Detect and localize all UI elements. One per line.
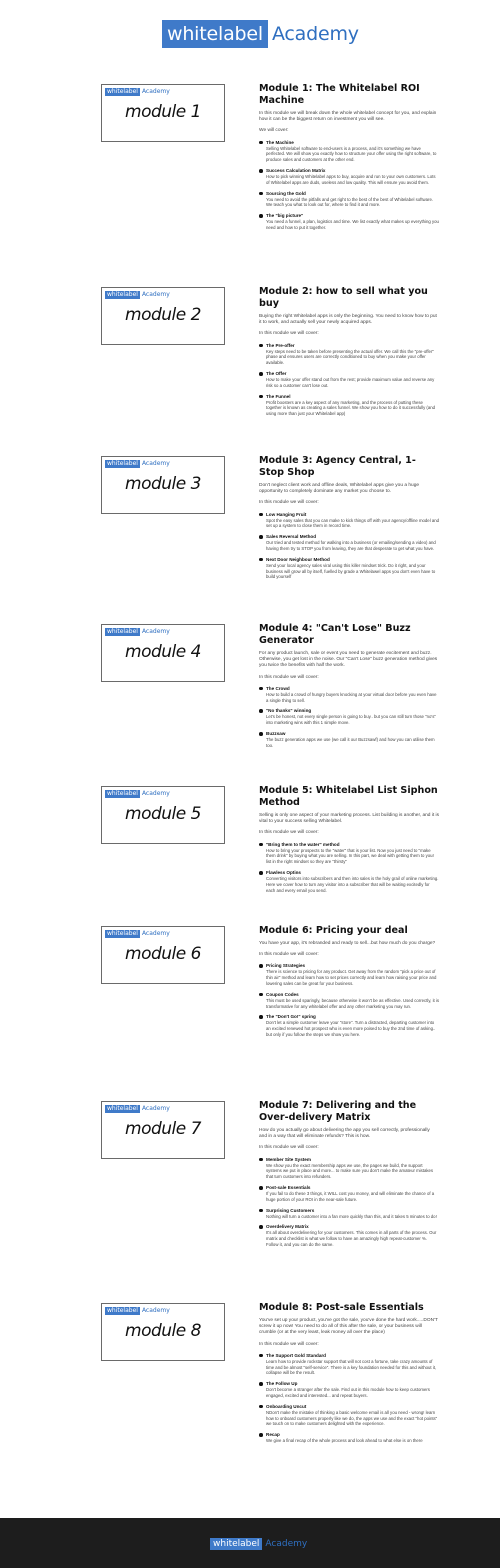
list-item bbox=[259, 708, 439, 726]
list-item bbox=[259, 168, 439, 186]
topic-description: It's all about overdelivering for your customers. This comes in all parts of the process. Our matrix and checklist is what we follow to have an amazingly high repeat-customer %. Follow it, and you can do the same. bbox=[266, 1230, 437, 1247]
bullet-icon bbox=[259, 843, 263, 847]
topic-description: Send your local agency sales viral using this killer mindset trick. Do it right, and your business will grow all by itself, fuelled by grade a Whitelawel apps you don't even have to build yourself bbox=[266, 562, 436, 580]
bullet-icon bbox=[259, 372, 263, 376]
thumbnail-logo-part1: whitelabel bbox=[107, 291, 138, 298]
topic-title: The Support Gold Standard bbox=[266, 1352, 326, 1358]
bullet-icon bbox=[259, 1225, 263, 1229]
topic-title: Success Calculation Matrix bbox=[266, 168, 326, 173]
thumbnail-logo-part1: whitelabel bbox=[107, 1105, 138, 1112]
bullet-icon bbox=[259, 1015, 263, 1019]
module-content bbox=[259, 1302, 439, 1449]
list-item bbox=[259, 534, 439, 552]
list-item bbox=[259, 557, 439, 580]
thumbnail-logo-part2: Academy bbox=[141, 930, 170, 937]
thumbnail-logo bbox=[105, 790, 170, 798]
thumbnail-title: module 5 bbox=[125, 804, 201, 824]
thumbnail-logo bbox=[105, 930, 170, 938]
module-content bbox=[259, 1100, 439, 1253]
thumbnail-logo-part1: whitelabel bbox=[107, 930, 138, 937]
bullet-icon bbox=[259, 1158, 263, 1162]
thumbnail-title: module 2 bbox=[125, 305, 201, 325]
topic-title: Sourcing the Gold bbox=[266, 190, 306, 196]
topic-description: Spot the easy sales that you can make to kick things off with your agency/offline model and set up a system to close them in record time. bbox=[266, 517, 440, 529]
module-content bbox=[259, 785, 439, 898]
bullet-icon bbox=[259, 964, 263, 968]
footer-logo-part2: Academy bbox=[265, 1539, 308, 1549]
bullet-icon bbox=[259, 1186, 263, 1190]
topic-description: NDon't make the mistake of thinking a basic welcome email is all you need - wrong! learn how to onboard customers properly like we do, the apps we use and the exact "hot points" we touch on to make customers delighted with the experience. bbox=[266, 1409, 438, 1427]
thumbnail-logo bbox=[105, 1307, 170, 1315]
list-item bbox=[259, 731, 439, 749]
module-intro: In this module we will break down the whole whitelabel concept for you, and explain how it can be the biggest return on investment you will see. bbox=[259, 111, 437, 123]
bullet-icon bbox=[259, 732, 263, 736]
module-thumbnail bbox=[101, 624, 225, 682]
topic-description: Converting visitors into subscribers and then into sales is the holy grail of online marketing. Here we cover how to turn any visitor into a subscriber that will be waiting excitedly for each and every email you send. bbox=[266, 876, 439, 893]
bullet-icon bbox=[259, 169, 263, 173]
bullet-icon bbox=[259, 558, 263, 562]
topic-title: "Bring them to the water" method bbox=[266, 841, 340, 847]
thumbnail-title: module 1 bbox=[125, 102, 201, 122]
module-topic-list bbox=[259, 1353, 439, 1444]
bullet-icon bbox=[259, 1354, 263, 1358]
thumbnail-title: module 3 bbox=[125, 474, 201, 494]
thumbnail-logo bbox=[105, 291, 170, 299]
module-intro: Buying the right Whitelabel apps is only the beginning. You need to know how to put it to work, and actually sell your newly acquired apps. bbox=[259, 314, 437, 326]
topic-description: You need a funnel, a plan, logistics and time. We list exactly what makes up everything you need and how to put it together. bbox=[266, 219, 439, 230]
module-topic-list bbox=[259, 686, 439, 749]
module-intro: For any product launch, sale or event you need to generate excitement and buzz. Otherwise, you get lost in the noise. Our "Can't Lose" buzz generation method gives you twice the benefits with half the work. bbox=[259, 651, 438, 669]
module-thumbnail bbox=[101, 84, 225, 142]
module-title: Module 2: how to sell what you buy bbox=[259, 286, 428, 309]
bullet-icon bbox=[259, 1209, 263, 1213]
footer-logo[interactable] bbox=[210, 1538, 307, 1550]
topic-description: Don't become a stranger after the sale. Find out in this module how to keep customers engaged, excited and interested... and repeat buyers. bbox=[266, 1387, 430, 1398]
topic-description: Don't let a simple customer leave your "store". Turn a distracted, departing customer into an excited renewed hot prospect who is even more poised to buy the 2nd time of asking.. but only if you follow the steps we show you here. bbox=[266, 1020, 436, 1037]
page-header bbox=[0, 0, 500, 60]
bullet-icon bbox=[259, 214, 263, 218]
module-title: Module 4: "Can't Lose" Buzz Generator bbox=[259, 623, 411, 646]
module-cover-label: In this module we will cover: bbox=[259, 500, 319, 506]
list-item bbox=[259, 1208, 439, 1220]
thumbnail-logo bbox=[105, 460, 170, 468]
thumbnail-logo-part1: whitelabel bbox=[107, 790, 138, 797]
topic-title: Surprising Customers bbox=[266, 1207, 315, 1213]
topic-title: Overdelivery Matrix bbox=[266, 1224, 309, 1230]
bullet-icon bbox=[259, 871, 263, 875]
module-intro: You have your app, it's rebranded and ready to sell...but how much do you charge? bbox=[259, 941, 436, 946]
thumbnail-logo bbox=[105, 628, 170, 636]
thumbnail-logo-part2: Academy bbox=[141, 1307, 170, 1314]
topic-title: The "Don't Go!" spring bbox=[266, 1014, 316, 1020]
topic-title: The Machine bbox=[266, 139, 294, 145]
topic-description: How to pick winning Whitelabel apps to buy, acquire and run to your own customers. Lots of Whitelabel apps are duds, useless and low quality. This will ensure you avoid them. bbox=[266, 174, 436, 185]
list-item bbox=[259, 992, 439, 1010]
topic-description: The buzz generation apps we use (we call it our Buzzsawf) and how you can utilise them too. bbox=[266, 737, 435, 748]
thumbnail-logo bbox=[105, 1105, 170, 1113]
topic-description: How to bring your prospects to the "water" that is your list. Now you just need to "make them drink" by buying what you are selling. In this part, we deal with getting them to your list in the right mindset so they are "thirsty" bbox=[266, 847, 434, 865]
module-intro: Selling is only one aspect of your marketing process. List building is another, and it is vital to your success selling Whitelabel. bbox=[259, 813, 439, 825]
topic-title: "No thanks" winning bbox=[266, 708, 312, 714]
module-thumbnail bbox=[101, 1303, 225, 1361]
module-topic-list bbox=[259, 842, 439, 894]
module-content bbox=[259, 623, 439, 754]
topic-description: How to make your offer stand out from the rest; provide maximum value and reverse any risk so a customer can't lose out. bbox=[266, 377, 435, 388]
topic-title: Member Site System bbox=[266, 1156, 311, 1162]
module-cover-label: In this module we will cover: bbox=[259, 1341, 319, 1347]
module-thumbnail bbox=[101, 456, 225, 514]
thumbnail-logo-part2: Academy bbox=[141, 790, 170, 797]
module-title: Module 3: Agency Central, 1-Stop Shop bbox=[259, 455, 416, 478]
module-content bbox=[259, 455, 439, 585]
module-intro: How do you actually go about delivering the app you sell correctly, professionally and in a way that will eliminate refunds? This is how. bbox=[259, 1128, 430, 1140]
module-cover-label: In this module we will cover: bbox=[259, 331, 319, 337]
list-item bbox=[259, 842, 439, 865]
topic-description: Key steps need to be taken before presenting the actual offer. We call this the "pre-offer" phase and ensures users are correctly conditioned to buy when you make your offer available. bbox=[266, 348, 434, 366]
thumbnail-title: module 4 bbox=[125, 642, 201, 662]
module-title: Module 8: Post-sale Essentials bbox=[259, 1302, 424, 1313]
bullet-icon bbox=[259, 993, 263, 997]
topic-title: Flawless Optins bbox=[266, 870, 301, 875]
bullet-icon bbox=[259, 395, 263, 399]
topic-description: Selling Whitelabel software to end-users is a process, and it's something we have perfected. We will show you exactly how to structure your offer using the right software, to produce sales and customers at the other end. bbox=[266, 145, 437, 163]
module-content bbox=[259, 286, 439, 422]
module-intro: Don't neglect client work and offline deals, Whitelabel apps give you a huge opportunity to completely dominate any market you choose to. bbox=[259, 483, 420, 495]
list-item bbox=[259, 191, 439, 209]
module-thumbnail bbox=[101, 786, 225, 844]
list-item bbox=[259, 1404, 439, 1427]
bullet-icon bbox=[259, 709, 263, 713]
topic-description: Profit boosters are a key aspect of any marketing, and the process of putting these together is known as creating a sales funnel. We show you how to do it successfully (and using more than just your Whitelabel app) bbox=[266, 399, 436, 417]
thumbnail-logo-part2: Academy bbox=[141, 88, 170, 95]
list-item bbox=[259, 343, 439, 366]
thumbnail-title: module 7 bbox=[125, 1119, 201, 1139]
footer-logo-part1: whitelabel bbox=[210, 1538, 262, 1550]
topic-description: Our tried and tested method for walking into a business (or emailing/sending a video) and having them try to STOP you from leaving, they are that desperate to get what you have. bbox=[266, 540, 436, 551]
thumbnail-logo-part2: Academy bbox=[141, 460, 170, 467]
topic-description: Nothing will turn a customer into a fan more quickly than this, and it takes 5 minutes to do! bbox=[266, 1213, 437, 1219]
thumbnail-logo-part1: whitelabel bbox=[107, 628, 138, 635]
module-content bbox=[259, 83, 439, 236]
topic-description: Let's be honest, not every single person is going to buy.. but you can still turn those "no's" into marketing wins with this 1 simple move. bbox=[266, 714, 436, 726]
list-item bbox=[259, 1157, 439, 1180]
list-item bbox=[259, 1185, 439, 1203]
bullet-icon bbox=[259, 687, 263, 691]
module-content bbox=[259, 925, 439, 1043]
list-item bbox=[259, 1014, 439, 1037]
topic-title: Sales Reversal Method bbox=[266, 534, 317, 540]
bullet-icon bbox=[259, 344, 263, 348]
bullet-icon bbox=[259, 192, 263, 196]
page-footer bbox=[0, 1518, 500, 1568]
module-cover-label: In this module we will cover: bbox=[259, 830, 319, 836]
topic-title: Pricing Strategies bbox=[266, 963, 306, 969]
thumbnail-logo-part1: whitelabel bbox=[107, 460, 138, 467]
list-item bbox=[259, 963, 439, 986]
topic-title: The "big picture" bbox=[266, 213, 304, 219]
topic-title: The Follow Up bbox=[266, 1381, 298, 1387]
list-item bbox=[259, 213, 439, 231]
topic-description: We give a final recap of the whole process and look ahead to what else is on there bbox=[266, 1438, 423, 1444]
module-topic-list bbox=[259, 1157, 439, 1248]
topic-description: We show you the exact membership apps we use, the pages we build, the support systems we put in place and more... to make sure you don't make the amateur mistakes that turn customers into refunders. bbox=[266, 1162, 434, 1180]
module-title: Module 6: Pricing your deal bbox=[259, 925, 408, 936]
topic-title: Low Hanging Fruit bbox=[266, 511, 307, 517]
list-item bbox=[259, 870, 439, 893]
list-item bbox=[259, 140, 439, 163]
thumbnail-title: module 8 bbox=[125, 1321, 201, 1341]
list-item bbox=[259, 1432, 439, 1444]
list-item bbox=[259, 371, 439, 389]
thumbnail-logo-part2: Academy bbox=[141, 628, 170, 635]
module-cover-label: In this module we will cover: bbox=[259, 674, 319, 680]
thumbnail-logo-part1: whitelabel bbox=[107, 1307, 138, 1314]
thumbnail-logo-part1: whitelabel bbox=[107, 88, 138, 95]
topic-description: This must be used sparingly, because otherwise it won't be as effective. Used correctly, it is transformative for any whitelabel offer and any other marketing you may run. bbox=[266, 997, 440, 1009]
bullet-icon bbox=[259, 513, 263, 517]
module-intro: You've set up your product, you've got the sale, you've done the hard work.....DON'T screw it up now! You need to do all of this after the sale, or your business will crumble (or at the very least, leak money all over the place) bbox=[259, 1318, 438, 1336]
thumbnail-logo-part2: Academy bbox=[141, 1105, 170, 1112]
list-item bbox=[259, 1381, 439, 1399]
module-topic-list bbox=[259, 963, 439, 1037]
module-cover-label: In this module we will cover: bbox=[259, 952, 319, 958]
brand-logo-part2: Academy bbox=[271, 23, 359, 45]
topic-title: Post-sale Essentials bbox=[266, 1185, 311, 1190]
list-item bbox=[259, 512, 439, 530]
list-item bbox=[259, 1353, 439, 1376]
list-item bbox=[259, 394, 439, 417]
thumbnail-logo bbox=[105, 88, 170, 96]
topic-description: Learn how to provide rockstar support that will not cost a fortune, take crazy amounts of time and be almost "self-service". There is a key foundation needed for this and without it, collapse will be the result. bbox=[266, 1358, 437, 1376]
bullet-icon bbox=[259, 1433, 263, 1437]
bullet-icon bbox=[259, 535, 263, 539]
module-thumbnail bbox=[101, 287, 225, 345]
module-title: Module 7: Delivering and the Over-delivery Matrix bbox=[259, 1100, 417, 1123]
topic-title: The Crowd bbox=[266, 685, 290, 691]
list-item bbox=[259, 686, 439, 704]
topic-title: The Funnel bbox=[266, 393, 291, 399]
topic-title: The Offer bbox=[266, 371, 287, 376]
list-item bbox=[259, 1224, 439, 1247]
topic-title: Buzzsaw bbox=[266, 731, 286, 736]
brand-logo-part1: whitelabel bbox=[162, 20, 268, 48]
topic-title: Recap bbox=[266, 1432, 280, 1438]
topic-title: Next Door Neighbour Method bbox=[266, 556, 330, 562]
topic-title: Onboarding Uncut bbox=[266, 1403, 307, 1409]
module-topic-list bbox=[259, 140, 439, 231]
thumbnail-title: module 6 bbox=[125, 944, 201, 964]
bullet-icon bbox=[259, 1382, 263, 1386]
module-topic-list bbox=[259, 343, 439, 417]
topic-description: If you fail to do these 3 things, it WILL cost you money, and will eliminate the chance of a huge portion of your ROI in the near-sale future. bbox=[266, 1191, 435, 1202]
topic-description: You need to avoid the pitfalls and get right to the best of the best of Whitelabel software. We teach you what to look out for, where to find it and more. bbox=[266, 196, 434, 208]
thumbnail-logo-part2: Academy bbox=[141, 291, 170, 298]
topic-title: The Pre-offer bbox=[266, 342, 295, 348]
module-cover-label: In this module we will cover: bbox=[259, 1145, 319, 1151]
topic-description: How to build a crowd of hungry buyers knocking at your virtual door before you even have a single thing to sell. bbox=[266, 691, 437, 703]
topic-description: There is science to pricing for any product. Get away from the random "pick a price out of thin air" method and learn how to set prices correctly and learn how raising your price and lowering sales can be great for your business. bbox=[266, 969, 437, 986]
topic-title: Coupon Codes bbox=[266, 991, 299, 997]
module-thumbnail bbox=[101, 926, 225, 984]
bullet-icon bbox=[259, 141, 263, 145]
module-topic-list bbox=[259, 512, 439, 581]
bullet-icon bbox=[259, 1405, 263, 1409]
module-title: Module 5: Whitelabel List Siphon Method bbox=[259, 785, 438, 808]
module-thumbnail bbox=[101, 1101, 225, 1159]
module-cover-label: We will cover: bbox=[259, 128, 289, 134]
brand-logo[interactable] bbox=[162, 20, 359, 48]
module-title: Module 1: The Whitelabel ROI Machine bbox=[259, 83, 420, 106]
